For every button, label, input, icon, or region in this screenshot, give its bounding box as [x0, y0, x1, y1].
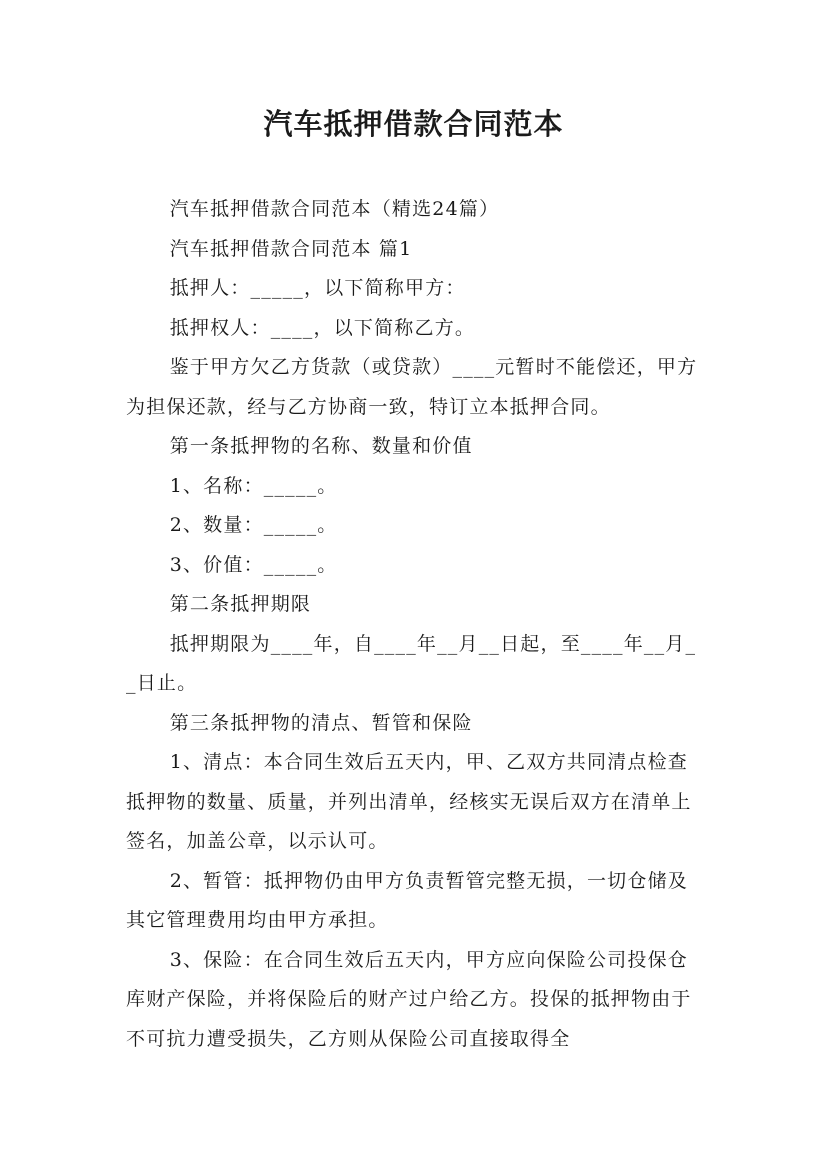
paragraph-clause-1-quantity: 2、数量：_____。	[169, 514, 338, 536]
paragraph-article-heading: 汽车抵押借款合同范本 篇1	[169, 237, 413, 260]
paragraph-clause-1-value: 3、价值：_____。	[169, 553, 338, 576]
paragraph-collection-heading: 汽车抵押借款合同范本（精选24篇）	[169, 198, 500, 220]
paragraph-clause-3-custody: 2、暂管：抵押物仍由甲方负责暂管完整无损，一切仓储及其它管理费用均由甲方承担。	[126, 869, 688, 931]
document-title: 汽车抵押借款合同范本	[263, 107, 564, 141]
paragraph-clause-3-heading: 第三条抵押物的清点、暂管和保险	[169, 711, 473, 734]
paragraph-clause-1-heading: 第一条抵押物的名称、数量和价值	[169, 435, 473, 457]
paragraph-preamble: 鉴于甲方欠乙方货款（或贷款）____元暂时不能偿还，甲方为担保还款，经与乙方协商一致，特订立本抵押合同。	[126, 356, 698, 418]
paragraph-mortgagee: 抵押权人：____，以下简称乙方。	[169, 316, 476, 339]
document-body	[126, 190, 704, 1059]
paragraph-clause-1-name: 1、名称：_____。	[169, 474, 338, 497]
paragraph-clause-3-inventory: 1、清点：本合同生效后五天内，甲、乙双方共同清点检查抵押物的数量、质量，并列出清单，经核实无误后双方在清单上签名，加盖公章，以示认可。	[126, 751, 692, 852]
paragraph-mortgagor: 抵押人：_____，以下简称甲方：	[169, 277, 466, 299]
paragraph-clause-3-insurance: 3、保险：在合同生效后五天内，甲方应向保险公司投保仓库财产保险，并将保险后的财产过户给乙方。投保的抵押物由于不可抗力遭受损失，乙方则从保险公司直接取得全	[126, 948, 692, 1050]
paragraph-clause-2-heading: 第二条抵押期限	[169, 593, 312, 615]
paragraph-clause-2-term: 抵押期限为____年，自____年__月__日起，至____年__月__日止。	[126, 632, 697, 694]
